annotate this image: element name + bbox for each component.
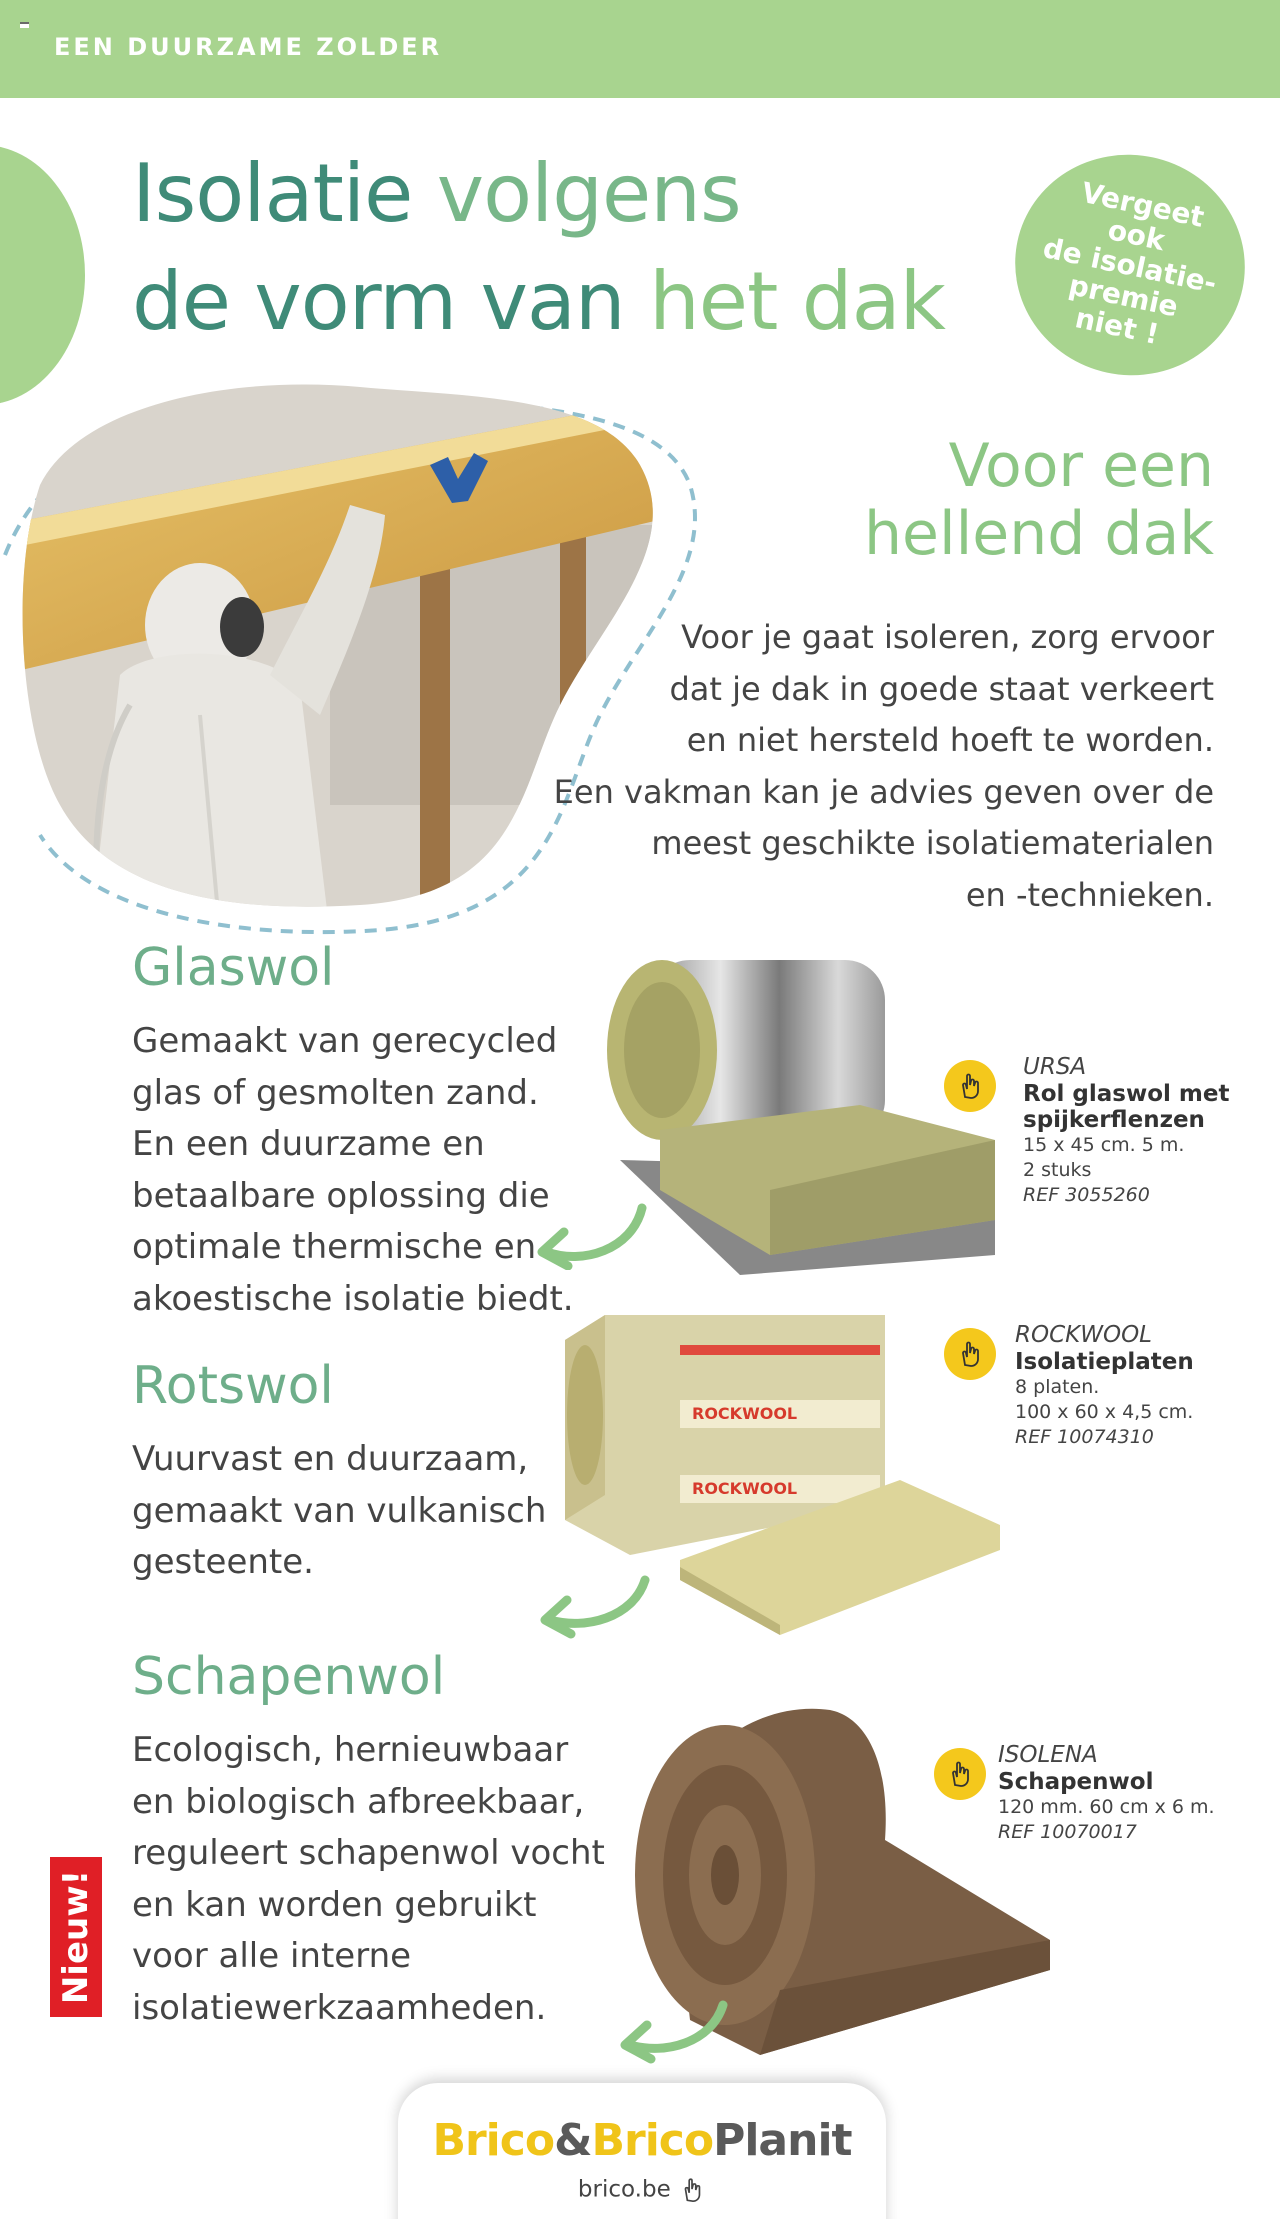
rotswol-title: Rotswol [132,1356,334,1416]
badge-text: Vergeet ook de isolatie- premie niet ! [1040,175,1220,351]
schapenwol-title: Schapenwol [132,1647,446,1707]
hand-pointer-icon [944,1060,996,1112]
premie-badge [995,133,1266,396]
product-brand: URSA [1023,1054,1087,1080]
rockwool-product-info [1015,1322,1194,1450]
package-brand-label: ROCKWOOL [692,1404,798,1423]
product-spec: 8 platen. [1015,1376,1100,1398]
arrow-icon [615,1995,735,2065]
arrow-icon [532,1200,652,1270]
product-name: Isolatieplaten [1015,1349,1194,1375]
package-brand-label: ROCKWOOL [692,1479,798,1498]
product-ref: REF 3055260 [1023,1184,1150,1206]
product-name: Schapenwol [998,1769,1154,1795]
title-part: het dak [649,255,945,348]
website-link[interactable] [398,2176,886,2204]
glaswol-roll-image [600,955,1000,1290]
product-ref: REF 10074310 [1015,1426,1154,1448]
hand-pointer-icon [934,1748,986,1800]
header-bar [0,0,1280,98]
product-spec: 120 mm. 60 cm x 6 m. [998,1796,1215,1818]
logo-text: Planit [713,2115,852,2166]
header-label: EEN DUURZAME ZOLDER [54,33,443,61]
schapenwol-body: Ecologisch, hernieuwbaar en biologisch afbreekbaar, reguleert schapenwol vocht en kan worden gebruikt voor alle interne isolatiewerkzaamheden. [132,1730,605,2028]
glaswol-product-info [1023,1054,1229,1208]
hand-pointer-icon [944,1328,996,1380]
product-spec: 100 x 60 x 4,5 cm. [1015,1401,1194,1423]
product-brand: ROCKWOOL [1015,1322,1152,1348]
title-part: de vorm van [132,255,650,348]
logo-text: Brico [432,2115,555,2166]
glaswol-body: Gemaakt van gerecycled glas of gesmolten zand. En een duurzame en betaalbare oplossing die optimale thermische en akoestische isolatie biedt. [132,1021,574,1319]
title-part: volgens [436,147,741,240]
flag-icon [20,22,29,28]
product-ref: REF 10070017 [998,1821,1137,1843]
click-hand-icon [678,2176,706,2204]
arrow-icon [535,1570,655,1640]
glaswol-title: Glaswol [132,938,335,998]
page-title [132,140,945,356]
website-text: brico.be [577,2176,671,2203]
footer-logo-card[interactable] [398,2083,886,2219]
rotswol-body: Vuurvast en duurzaam, gemaakt van vulkanisch gesteente. [132,1439,547,1582]
product-brand: ISOLENA [998,1742,1098,1768]
decorative-circle [0,145,85,405]
section-heading: Voor een hellend dak [864,431,1214,569]
sheepwool-product-info [998,1742,1215,1845]
title-part: Isolatie [132,147,437,240]
logo-text: Brico [591,2115,714,2166]
brand-logo [398,2115,886,2166]
product-spec: 2 stuks [1023,1159,1092,1181]
product-spec: 15 x 45 cm. 5 m. [1023,1134,1185,1156]
new-badge-label: Nieuw! [56,1869,97,2005]
product-name: Rol glaswol met spijkerflenzen [1023,1081,1230,1133]
intro-text: Voor je gaat isoleren, zorg ervoor dat je dak in goede staat verkeert en niet hersteld hoeft te worden. Een vakman kan je advies geven over de meest geschikte isolatiematerialen en -technieken. [553,618,1214,914]
logo-text: & [554,2115,592,2166]
new-badge [50,1857,102,2017]
